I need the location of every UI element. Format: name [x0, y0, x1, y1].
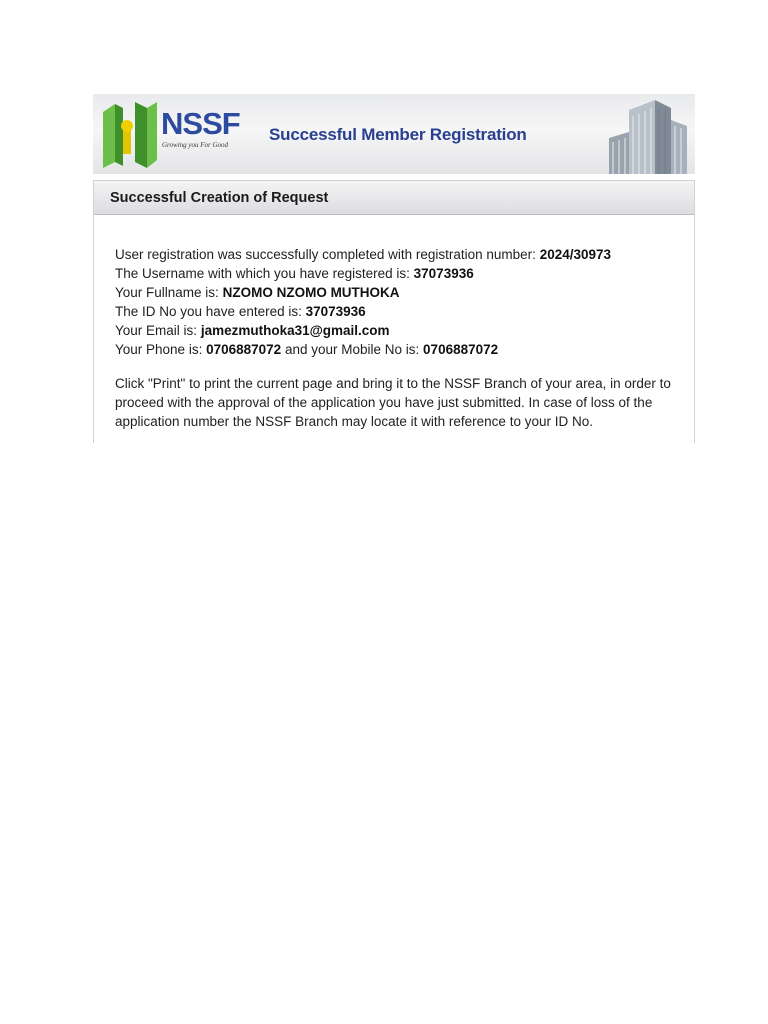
username-value: 37073936: [413, 266, 474, 281]
id-number-label: The ID No you have entered is:: [115, 304, 302, 319]
page-title: Successful Member Registration: [269, 125, 527, 144]
fullname-line: [115, 283, 611, 302]
id-number-line: [115, 302, 611, 321]
email-line: [115, 321, 611, 340]
mobile-value: 0706887072: [423, 342, 499, 357]
logo-text: NSSF: [161, 106, 240, 141]
id-number-value: 37073936: [305, 304, 366, 319]
email-value: jamezmuthoka31@gmail.com: [200, 323, 390, 338]
phone-label: Your Phone is:: [115, 342, 203, 357]
phone-value: 0706887072: [206, 342, 282, 357]
nssf-logo: [99, 96, 239, 172]
print-instructions: Click "Print" to print the current page and bring it to the NSSF Branch of your area, in order to proceed with the approval of the application you have just submitted. In case of loss of the application number the NSSF Branch may locate it with reference to your ID No.: [115, 376, 671, 429]
header-banner: [93, 94, 695, 174]
section-title: Successful Creation of Request: [110, 189, 329, 206]
nssf-emblem-icon: [99, 96, 161, 172]
request-panel: [93, 180, 695, 443]
registration-details: [115, 245, 611, 359]
building-graphic-icon: [599, 94, 691, 174]
section-header: [94, 181, 694, 215]
registration-number-value: 2024/30973: [539, 247, 612, 262]
logo-tagline: Growing you For Good: [162, 141, 229, 149]
phone-line: [115, 340, 611, 359]
registration-document: [93, 94, 695, 442]
registration-number-line: [115, 245, 611, 264]
mobile-label: and your Mobile No is:: [284, 342, 420, 357]
fullname-value: NZOMO NZOMO MUTHOKA: [222, 285, 400, 300]
username-line: [115, 264, 611, 283]
email-label: Your Email is:: [115, 323, 198, 338]
username-label: The Username with which you have registered is:: [115, 266, 410, 281]
registration-number-label: User registration was successfully completed with registration number:: [115, 247, 536, 262]
fullname-label: Your Fullname is:: [115, 285, 219, 300]
